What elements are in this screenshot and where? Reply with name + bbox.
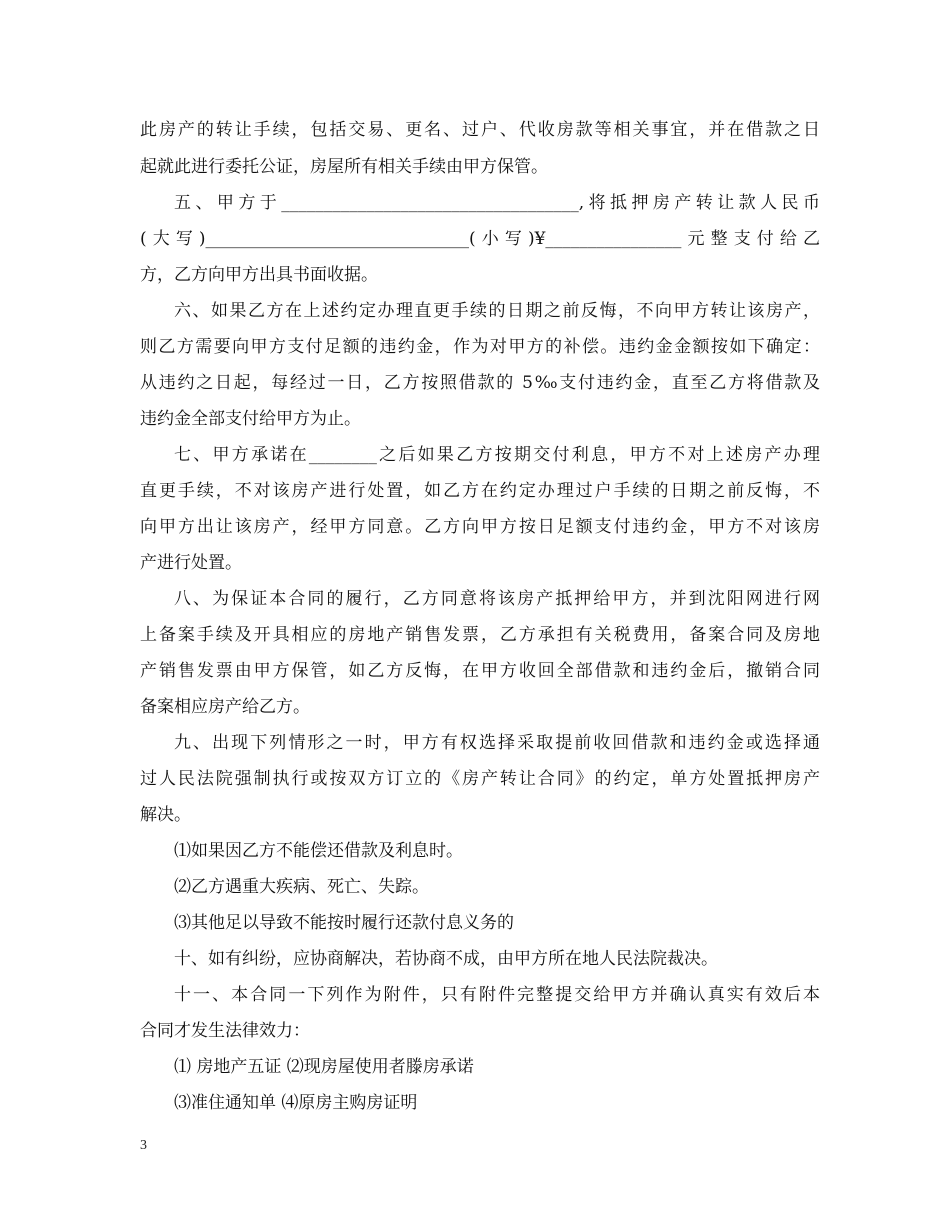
text-line: 九、出现下列情形之一时，甲方有权选择采取提前收回借款和违约金或选择通 bbox=[174, 733, 820, 753]
text-line: 备案相应房产给乙方。 bbox=[140, 697, 310, 717]
page-number: 3 bbox=[140, 1138, 147, 1153]
text-line: 上备案手续及开具相应的房地产销售发票，乙方承担有关税费用，备案合同及房地 bbox=[140, 625, 820, 645]
text-line: 七、甲方承诺在________之后如果乙方按期交付利息，甲方不对上述房产办理 bbox=[174, 445, 820, 465]
text-line: 十一、本合同一下列作为附件，只有附件完整提交给甲方并确认真实有效后本 bbox=[174, 985, 820, 1005]
text-line: 直更手续，不对该房产进行处置，如乙方在约定办理过户手续的日期之前反悔，不 bbox=[140, 481, 820, 501]
list-item: ⑴如果因乙方不能偿还借款及利息时。 bbox=[174, 841, 463, 861]
text-line: 六、如果乙方在上述约定办理直更手续的日期之前反悔，不向甲方转让该房产， bbox=[174, 301, 820, 321]
text-line: (大写)_______________________________(小写)¥________________元整支付给乙 bbox=[140, 229, 820, 249]
text-line: 八、为保证本合同的履行，乙方同意将该房产抵押给甲方，并到沈阳网进行网 bbox=[174, 589, 820, 609]
list-item: ⑵乙方遇重大疾病、死亡、失踪。 bbox=[174, 877, 429, 897]
text-line: 从违约之日起，每经过一日，乙方按照借款的 5‰支付违约金，直至乙方将借款及 bbox=[140, 373, 820, 393]
text-line: 产销售发票由甲方保管，如乙方反悔，在甲方收回全部借款和违约金后，撤销合同 bbox=[140, 661, 820, 681]
text-line: 解决。 bbox=[140, 805, 191, 825]
text-line: 方，乙方向甲方出具书面收据。 bbox=[140, 265, 378, 285]
text-line: 产进行处置。 bbox=[140, 553, 242, 573]
text-line: 过人民法院强制执行或按双方订立的《房产转让合同》的约定，单方处置抵押房产 bbox=[140, 769, 820, 789]
text-line: 则乙方需要向甲方支付足额的违约金，作为对甲方的补偿。违约金金额按如下确定： bbox=[140, 337, 820, 357]
text-line: 合同才发生法律效力： bbox=[140, 1021, 310, 1041]
text-line: 十、如有纠纷，应协商解决，若协商不成，由甲方所在地人民法院裁决。 bbox=[174, 949, 718, 969]
list-item: ⑴ 房地产五证 ⑵现房屋使用者滕房承诺 bbox=[174, 1057, 474, 1077]
text-line: 向甲方出让该房产，经甲方同意。乙方向甲方按日足额支付违约金，甲方不对该房 bbox=[140, 517, 820, 537]
text-line: 违约金全部支付给甲方为止。 bbox=[140, 409, 361, 429]
text-line: 此房产的转让手续，包括交易、更名、过户、代收房款等相关事宜，并在借款之日 bbox=[140, 120, 820, 140]
text-line: 起就此进行委托公证，房屋所有相关手续由甲方保管。 bbox=[140, 157, 548, 177]
list-item: ⑶其他足以导致不能按时履行还款付息义务的 bbox=[174, 913, 514, 933]
list-item: ⑶准住通知单 ⑷原房主购房证明 bbox=[174, 1093, 418, 1113]
text-line: 五、甲方于___________________________________,将抵押房产转让款人民币 bbox=[174, 193, 820, 213]
